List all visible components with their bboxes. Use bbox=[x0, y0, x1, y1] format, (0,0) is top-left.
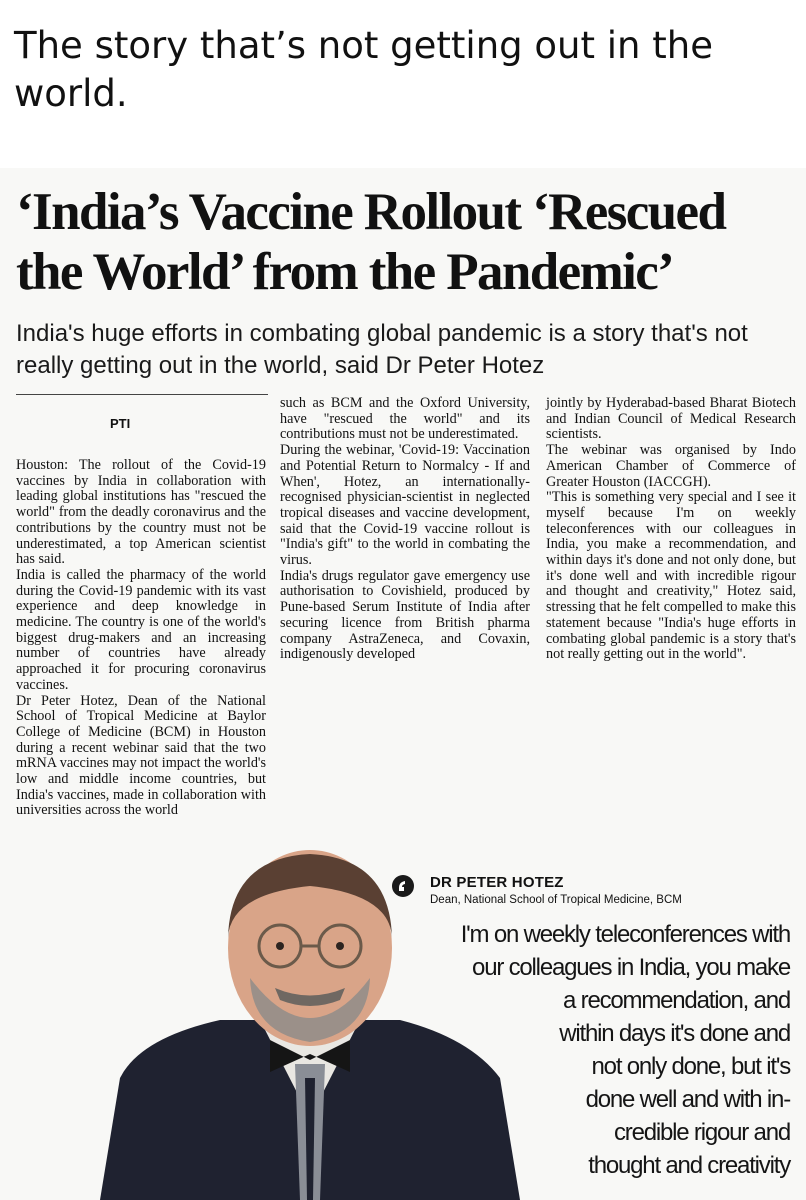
newspaper-clipping bbox=[0, 168, 806, 1200]
article-column-2: such as BCM and the Oxford University, have "rescued the world" and its contributions must not be underestimated. During the webinar, 'Covid-19: Vaccination and Potential Return to Normalcy - If and When', Hotez, an internationally-recognised physician-scientist in neglected tropical diseases and vaccine development, said that the Covid-19 vaccine rollout is "India's gift" to the world in combating the virus. India's drugs regulator gave emergency use authorisation to Covishield, produced by Pune-based Serum Institute of India after securing licence from British pharma company AstraZeneca, and Covaxin, indigenously developed bbox=[280, 395, 530, 663]
quote-attribution-title: Dean, National School of Tropical Medicine, BCM bbox=[430, 894, 682, 906]
article-subhead: India's huge efforts in combating global pandemic is a story that's not really getting out in the world, said Dr Peter Hotez bbox=[16, 320, 748, 379]
post-caption: The story that’s not getting out in the world. bbox=[14, 24, 713, 115]
article-headline: ‘India’s Vaccine Rollout ‘Rescued the World’ from the Pandemic’ bbox=[16, 183, 726, 301]
quote-icon bbox=[392, 875, 414, 897]
quote-attribution-name: DR PETER HOTEZ bbox=[430, 874, 564, 891]
article-column-3: jointly by Hyderabad-based Bharat Biotech and Indian Council of Medical Research scientists. The webinar was organised by Indo American Chamber of Commerce of Greater Houston (IACCGH). "This is something very special and I see it myself because I'm on weekly teleconferences with our colleagues in India, you make a recommendation, and within days it's done and not only done, but it's done well and with incredible rigour and thought and creativity," Hotez said, stressing that he felt compelled to make this statement because "India's huge efforts in combating global pandemic is a story that's not really getting out in the world". bbox=[546, 395, 796, 663]
pull-quote: I'm on weekly teleconferences with our colleagues in India, you make a recommendation, and within days it's done and not only done, but it's done well and with in- credible rigour and thought and creativity bbox=[460, 921, 790, 1179]
column-rule bbox=[16, 394, 268, 395]
article-byline: PTI bbox=[110, 416, 131, 431]
article-column-1: Houston: The rollout of the Covid-19 vaccines by India in collaboration with leading global institutions has "rescued the world" from the deadly coronavirus and the contributions by the country must not be underestimated, a top American scientist has said. India is called the pharmacy of the world during the Covid-19 pandemic with its vast experience and deep knowledge in medicine. The country is one of the world's biggest drug-makers and an increasing number of countries have already approached it for procuring coronavirus vaccines. Dr Peter Hotez, Dean of the National School of Tropical Medicine at Baylor College of Medicine (BCM) in Houston during a recent webinar said that the two mRNA vaccines may not impact the world's low and middle income countries, but India's vaccines, made in collaboration with universities across the world bbox=[16, 457, 266, 819]
